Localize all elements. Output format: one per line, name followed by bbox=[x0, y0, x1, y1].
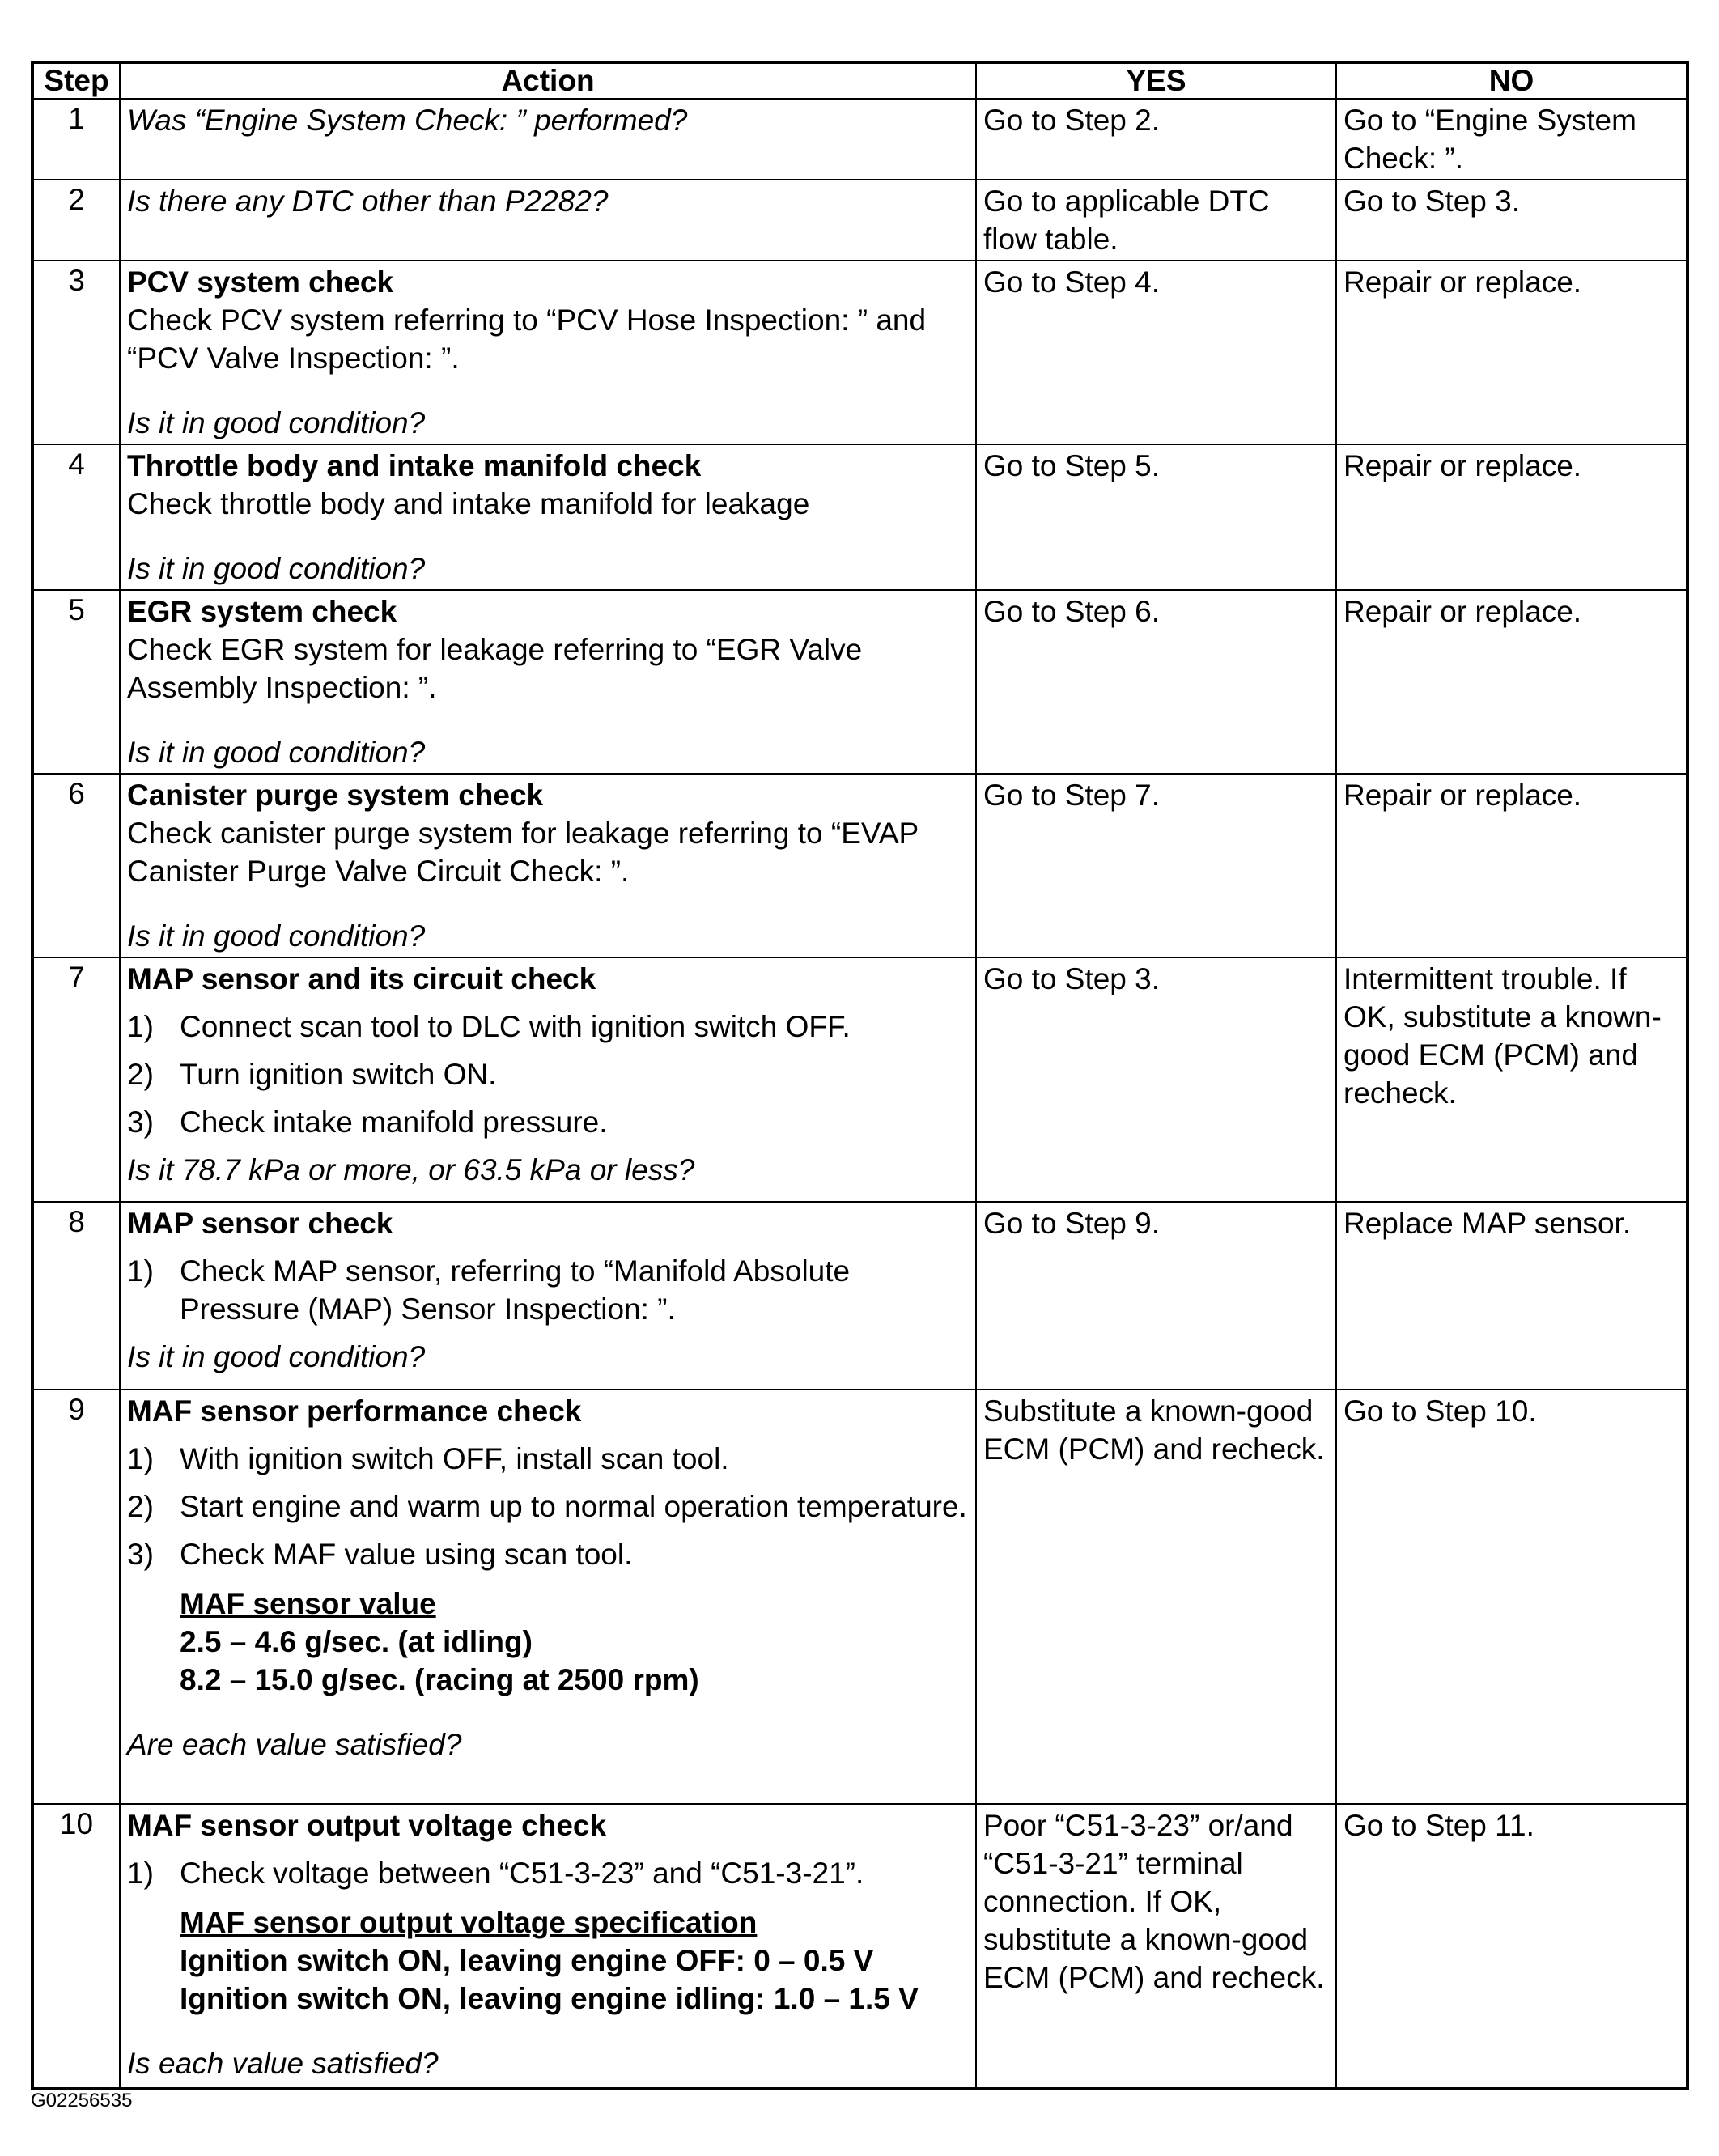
header-action: Action bbox=[120, 62, 976, 99]
action-question: Is it 78.7 kPa or more, or 63.5 kPa or less? bbox=[127, 1153, 695, 1186]
action-substep bbox=[127, 1252, 969, 1328]
action-body: Check PCV system referring to “PCV Hose Inspection: ” and “PCV Valve Inspection: ”. bbox=[127, 303, 927, 375]
no-cell: Repair or replace. bbox=[1336, 261, 1687, 444]
no-cell: Repair or replace. bbox=[1336, 444, 1687, 590]
substep-text: Start engine and warm up to normal operation temperature. bbox=[180, 1490, 967, 1523]
step-number: 7 bbox=[32, 957, 120, 1202]
yes-cell: Substitute a known-good ECM (PCM) and recheck. bbox=[976, 1390, 1336, 1804]
action-title: MAP sensor and its circuit check bbox=[127, 962, 596, 995]
step-number: 9 bbox=[32, 1390, 120, 1804]
diagnostic-table bbox=[31, 61, 1689, 2090]
step-number: 1 bbox=[32, 99, 120, 180]
no-cell: Go to Step 11. bbox=[1336, 1804, 1687, 2089]
action-question: Is there any DTC other than P2282? bbox=[127, 185, 609, 218]
header-step: Step bbox=[32, 62, 120, 99]
substep-text: Connect scan tool to DLC with ignition switch OFF. bbox=[180, 1010, 851, 1043]
step-number: 5 bbox=[32, 590, 120, 774]
table-row bbox=[32, 444, 1687, 590]
action-cell bbox=[120, 957, 976, 1202]
substep-text: Check voltage between “C51-3-23” and “C51-3-21”. bbox=[180, 1857, 864, 1890]
action-substep bbox=[127, 1854, 969, 1892]
action-question: Is it in good condition? bbox=[127, 552, 426, 585]
spec-title: MAF sensor value bbox=[180, 1587, 436, 1620]
action-cell bbox=[120, 180, 976, 261]
step-number: 2 bbox=[32, 180, 120, 261]
header-row bbox=[32, 62, 1687, 99]
action-title: PCV system check bbox=[127, 265, 394, 299]
action-cell bbox=[120, 1390, 976, 1804]
substep-number: 1) bbox=[127, 1857, 154, 1890]
step-number: 4 bbox=[32, 444, 120, 590]
action-substep bbox=[127, 1488, 969, 1526]
step-number: 6 bbox=[32, 774, 120, 957]
action-cell bbox=[120, 261, 976, 444]
substep-number: 2) bbox=[127, 1058, 154, 1091]
action-title: MAF sensor output voltage check bbox=[127, 1809, 607, 1842]
action-question: Is it in good condition? bbox=[127, 736, 426, 769]
action-question: Is each value satisfied? bbox=[127, 2047, 439, 2080]
table-row bbox=[32, 590, 1687, 774]
action-question: Is it in good condition? bbox=[127, 919, 426, 953]
action-question: Is it in good condition? bbox=[127, 406, 426, 439]
no-cell: Go to “Engine System Check: ”. bbox=[1336, 99, 1687, 180]
yes-cell: Go to Step 9. bbox=[976, 1202, 1336, 1390]
action-cell bbox=[120, 1202, 976, 1390]
action-body: Check EGR system for leakage referring to “EGR Valve Assembly Inspection: ”. bbox=[127, 633, 863, 704]
substep-text: Check MAP sensor, referring to “Manifold Absolute Pressure (MAP) Sensor Inspection: ”. bbox=[180, 1254, 851, 1326]
table-row bbox=[32, 1390, 1687, 1804]
step-number: 3 bbox=[32, 261, 120, 444]
action-question: Are each value satisfied? bbox=[127, 1728, 462, 1761]
no-cell: Replace MAP sensor. bbox=[1336, 1202, 1687, 1390]
spec-line: Ignition switch ON, leaving engine idling: 1.0 – 1.5 V bbox=[180, 1982, 919, 2015]
action-substep bbox=[127, 1008, 969, 1046]
no-cell: Go to Step 10. bbox=[1336, 1390, 1687, 1804]
action-cell bbox=[120, 99, 976, 180]
spec-line: Ignition switch ON, leaving engine OFF: 0 – 0.5 V bbox=[180, 1944, 874, 1977]
substep-number: 3) bbox=[127, 1106, 154, 1139]
substep-number: 1) bbox=[127, 1442, 154, 1475]
spec-block bbox=[180, 1585, 969, 1699]
substep-number: 2) bbox=[127, 1490, 154, 1523]
step-number: 10 bbox=[32, 1804, 120, 2089]
spec-line: 8.2 – 15.0 g/sec. (racing at 2500 rpm) bbox=[180, 1663, 699, 1696]
yes-cell: Go to applicable DTC flow table. bbox=[976, 180, 1336, 261]
action-title: MAP sensor check bbox=[127, 1207, 393, 1240]
action-substep bbox=[127, 1535, 969, 1573]
action-question: Was “Engine System Check: ” performed? bbox=[127, 104, 688, 137]
action-title: Throttle body and intake manifold check bbox=[127, 449, 702, 482]
substep-text: Check intake manifold pressure. bbox=[180, 1106, 608, 1139]
no-cell: Repair or replace. bbox=[1336, 774, 1687, 957]
yes-cell: Go to Step 2. bbox=[976, 99, 1336, 180]
action-cell bbox=[120, 774, 976, 957]
action-title: EGR system check bbox=[127, 595, 397, 628]
table-row bbox=[32, 774, 1687, 957]
substep-text: With ignition switch OFF, install scan tool. bbox=[180, 1442, 729, 1475]
action-body: Check throttle body and intake manifold for leakage bbox=[127, 487, 810, 520]
table-row bbox=[32, 957, 1687, 1202]
step-number: 8 bbox=[32, 1202, 120, 1390]
spec-title: MAF sensor output voltage specification bbox=[180, 1906, 758, 1939]
table-row bbox=[32, 1804, 1687, 2089]
substep-number: 1) bbox=[127, 1254, 154, 1288]
action-title: Canister purge system check bbox=[127, 779, 544, 812]
header-no: NO bbox=[1336, 62, 1687, 99]
yes-cell: Go to Step 5. bbox=[976, 444, 1336, 590]
table-row bbox=[32, 99, 1687, 180]
yes-cell: Go to Step 7. bbox=[976, 774, 1336, 957]
yes-cell: Go to Step 6. bbox=[976, 590, 1336, 774]
substep-text: Check MAF value using scan tool. bbox=[180, 1538, 633, 1571]
substep-number: 3) bbox=[127, 1538, 154, 1571]
substep-number: 1) bbox=[127, 1010, 154, 1043]
table-row bbox=[32, 180, 1687, 261]
action-substep bbox=[127, 1103, 969, 1141]
table-row bbox=[32, 1202, 1687, 1390]
substep-text: Turn ignition switch ON. bbox=[180, 1058, 497, 1091]
action-cell bbox=[120, 1804, 976, 2089]
action-question: Is it in good condition? bbox=[127, 1340, 426, 1373]
action-body: Check canister purge system for leakage referring to “EVAP Canister Purge Valve Circuit Check: ”. bbox=[127, 817, 919, 888]
yes-cell: Poor “C51-3-23” or/and “C51-3-21” terminal connection. If OK, substitute a known-good ECM (PCM) and recheck. bbox=[976, 1804, 1336, 2089]
no-cell: Repair or replace. bbox=[1336, 590, 1687, 774]
header-yes: YES bbox=[976, 62, 1336, 99]
action-title: MAF sensor performance check bbox=[127, 1394, 582, 1428]
spec-line: 2.5 – 4.6 g/sec. (at idling) bbox=[180, 1625, 533, 1658]
no-cell: Intermittent trouble. If OK, substitute a known-good ECM (PCM) and recheck. bbox=[1336, 957, 1687, 1202]
spec-block bbox=[180, 1903, 969, 2018]
yes-cell: Go to Step 3. bbox=[976, 957, 1336, 1202]
action-substep bbox=[127, 1440, 969, 1478]
no-cell: Go to Step 3. bbox=[1336, 180, 1687, 261]
action-cell bbox=[120, 444, 976, 590]
yes-cell: Go to Step 4. bbox=[976, 261, 1336, 444]
figure-id: G02256535 bbox=[31, 2090, 133, 2111]
action-cell bbox=[120, 590, 976, 774]
action-substep bbox=[127, 1055, 969, 1093]
table-row bbox=[32, 261, 1687, 444]
